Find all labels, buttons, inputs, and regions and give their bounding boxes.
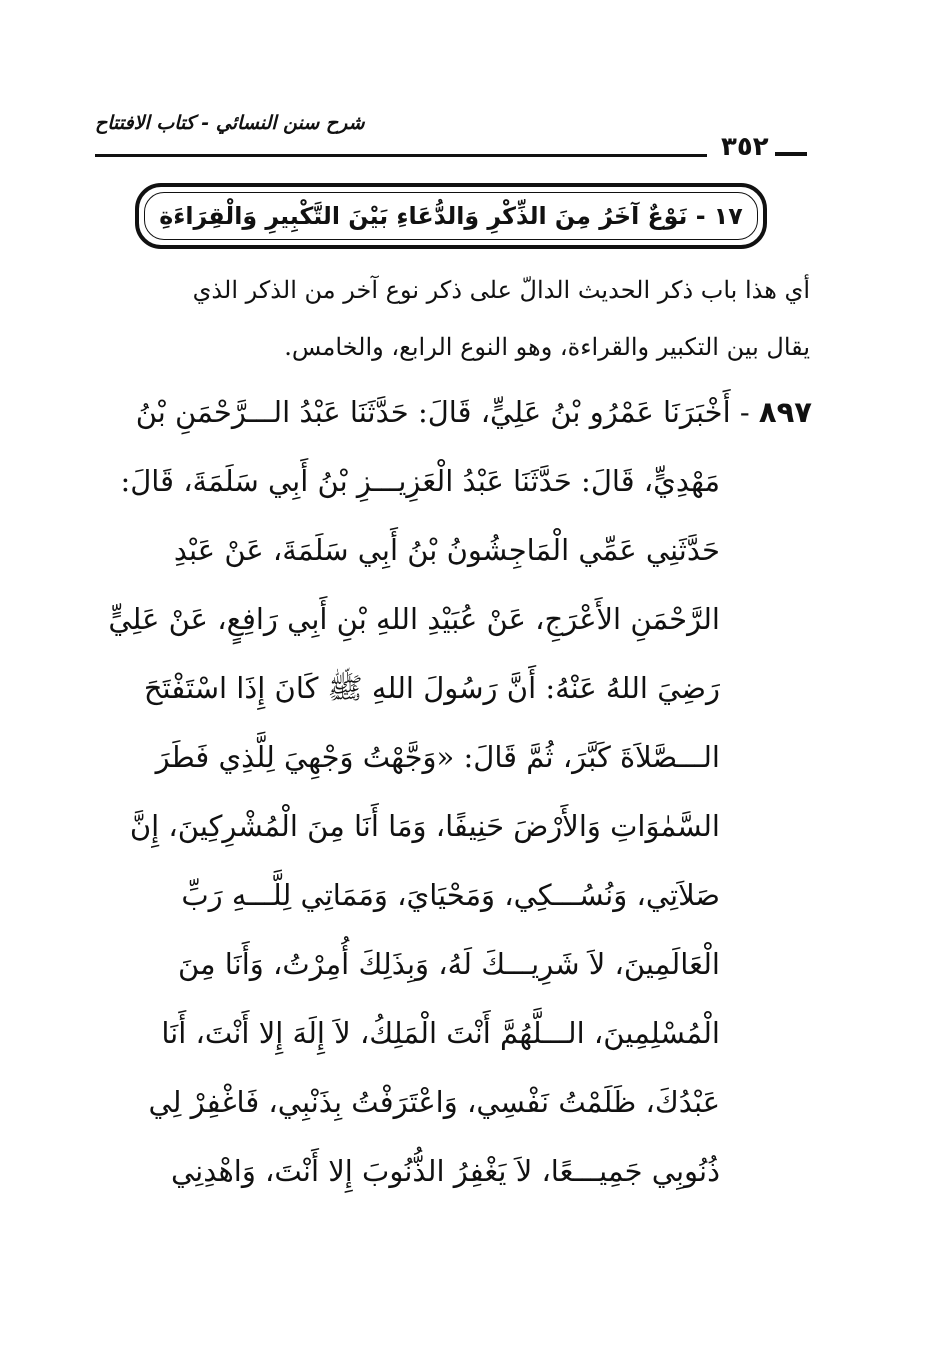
chapter-heading-box [135,183,767,249]
hadith-line: الرَّحْمَنِ الأَعْرَجِ، عَنْ عُبَيْدِ اللهِ بْنِ أَبِي رَافِعٍ، عَنْ عَلِيٍّ [108,602,720,636]
hadith-line: صَلاَتِي، وَنُسُـــكِي، وَمَحْيَايَ، وَمَمَاتِي لِلَّـــهِ رَبِّ [181,878,720,912]
hadith-text [100,378,812,1206]
hadith-number: ٨٩٧ [758,395,812,429]
hadith-line: مَهْدِيٍّ، قَالَ: حَدَّثَنَا عَبْدُ الْعَزِيـــزِ بْنُ أَبِي سَلَمَةَ، قَالَ: [120,464,720,498]
hadith-line: حَدَّثَنِي عَمِّي الْمَاجِشُونُ بْنُ أَبِي سَلَمَةَ، عَنْ عَبْدِ [173,533,720,567]
page-number-dash [775,152,807,156]
hadith-first-line [100,378,812,447]
intro-line: أي هذا باب ذكر الحديث الدالّ على ذكر نوع آخر من الذكر الذي [192,276,810,304]
hadith-line-text: - أَخْبَرَنَا عَمْرُو بْنُ عَلِيٍّ، قَالَ: حَدَّثَنَا عَبْدُ الـــرَّحْمَنِ بْنُ [135,395,750,429]
chapter-heading: ١٧ - نَوْعٌ آخَرُ مِنَ الذِّكْرِ وَالدُّعَاءِ بَيْنَ التَّكْبِيرِ وَالْقِرَاءَةِ [159,202,743,230]
hadith-line: السَّمٰوَاتِ وَالأَرْضَ حَنِيفًا، وَمَا أَنَا مِنَ الْمُشْرِكِينَ، إِنَّ [129,809,720,843]
intro-line: يقال بين التكبير والقراءة، وهو النوع الرابع، والخامس. [284,333,810,361]
header-rule [95,154,707,157]
running-header [95,112,810,160]
intro-paragraph [100,262,810,376]
hadith-line: ذُنُوبِي جَمِيـــعًا، لاَ يَغْفِرُ الذُّنُوبَ إِلا أَنْتَ، وَاهْدِنِي [171,1154,720,1188]
page-number: ٣٥٢ [721,132,769,162]
hadith-line: الْمُسْلِمِينَ، الـــلَّهُمَّ أَنْتَ الْمَلِكُ، لاَ إِلَهَ إِلا أَنْتَ، أَنَا [161,1016,720,1050]
hadith-line: الـــصَّلاَةَ كَبَّرَ، ثُمَّ قَالَ: «وَجَّهْتُ وَجْهِيَ لِلَّذِي فَطَرَ [155,740,720,774]
book-title: شرح سنن النسائي - كتاب الافتتاح [95,112,365,134]
hadith-line: عَبْدُكَ، ظَلَمْتُ نَفْسِي، وَاعْتَرَفْتُ بِذَنْبِي، فَاغْفِرْ لِي [148,1085,720,1119]
hadith-line: رَضِيَ اللهُ عَنْهُ: أَنَّ رَسُولَ اللهِ ﷺ كَانَ إِذَا اسْتَفْتَحَ [143,671,720,705]
hadith-line: الْعَالَمِينَ، لاَ شَرِيـــكَ لَهُ، وَبِذَلِكَ أُمِرْتُ، وَأَنَا مِنَ [177,947,720,981]
